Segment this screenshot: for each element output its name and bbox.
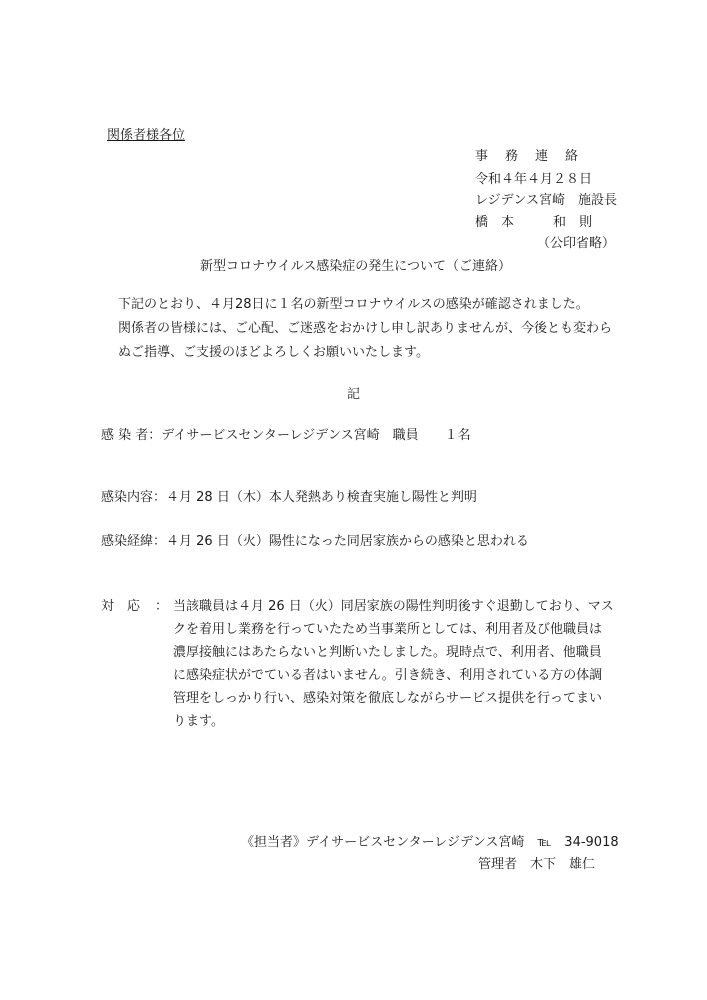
response-label: 対 応 xyxy=(101,599,141,614)
body-line: ぬご指導、ご支援のほどよろしくお願いいたします。 xyxy=(118,345,429,360)
item-value: ４月 26 日（火）陽性になった同居家族からの感染と思われる xyxy=(166,534,529,549)
manager-line: 管理者 木下 雄仁 xyxy=(478,857,596,872)
notice-date: 令和４年４月２８日 xyxy=(475,172,593,187)
sender-org: レジデンス宮崎 施設長 xyxy=(475,193,618,208)
response-line: クを着用し業務を行っていたため当事業所としては、利用者及び他職員は xyxy=(173,622,603,637)
response-line: 管理をしっかり行い、感染対策を徹底しながらサービス提供を行ってまい xyxy=(173,691,603,706)
response-line: 当該職員は４月 26 日（火）同居家族の陽性判明後すぐ退勤しており、マス xyxy=(173,599,614,614)
body-line: 関係者の皆様には、ご心配、ご迷惑をおかけし申し訳ありませんが、今後とも変わら xyxy=(118,321,613,336)
item-value: デイサービスセンターレジデンス宮崎 職員 １名 xyxy=(161,428,471,443)
sender-name: 橋 本 和 則 xyxy=(475,215,593,230)
contact-person-line: 《担当者》デイサービスセンターレジデンス宮崎 ℡ 34-9018 xyxy=(241,835,619,850)
item-infection-details xyxy=(101,489,477,507)
document-title: 新型コロナウイルス感染症の発生について（ご連絡） xyxy=(200,259,511,274)
response-line: 濃厚接触にはあたらないと判断いたしました。現時点で、利用者、他職員 xyxy=(173,645,602,660)
body-line: 下記のとおり、４月28日に１名の新型コロナウイルスの感染が確認されました。 xyxy=(118,297,589,312)
addressee: 関係者様各位 xyxy=(107,128,186,143)
item-label: 感染経緯： xyxy=(101,534,167,549)
item-infected xyxy=(101,427,471,445)
item-infection-route xyxy=(101,533,529,551)
response-line: に感染症状がでている者はいません。引き続き、利用されている方の体調 xyxy=(173,668,603,683)
ki-heading: 記 xyxy=(347,387,361,402)
item-label: 感染内容： xyxy=(101,490,167,505)
item-value: ４月 28 日（木）本人発熱あり検査実施し陽性と判明 xyxy=(166,490,477,505)
response-line: ります。 xyxy=(173,714,224,729)
seal-omitted-note: （公印省略） xyxy=(537,236,616,251)
response-colon: ： xyxy=(155,599,169,614)
item-label: 感 染 者： xyxy=(101,428,162,443)
notice-type: 事 務 連 絡 xyxy=(475,149,581,164)
